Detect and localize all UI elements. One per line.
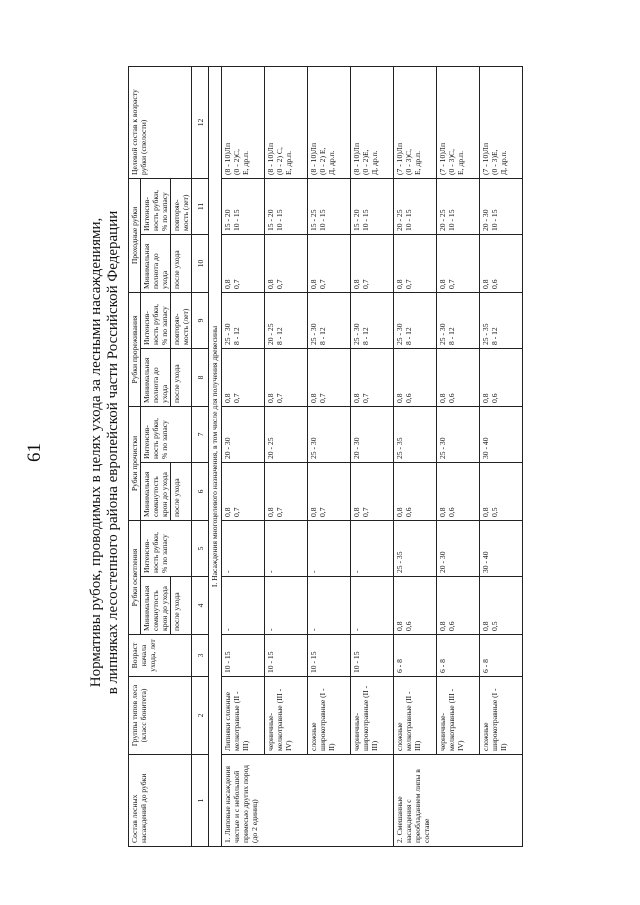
cell-prz-int: 25 - 30 8 - 12 bbox=[222, 292, 265, 348]
norms-table bbox=[128, 66, 523, 847]
cell-osv-smk: - bbox=[308, 577, 351, 635]
cell-pro-smk: 0,8 0,7 bbox=[265, 463, 308, 521]
col-num: 3 bbox=[192, 635, 209, 677]
header-prorezhivaniya: Рубки прореживания bbox=[129, 292, 141, 406]
cell-pro-smk: 0,8 0,7 bbox=[351, 463, 394, 521]
title-line-1: Нормативы рубок, проводимых в целях ухода за лесными насаждениями, bbox=[88, 217, 104, 688]
cell-pro-smk: 0,8 0,6 bbox=[437, 463, 480, 521]
cell-pro-smk: 0,8 0,7 bbox=[308, 463, 351, 521]
table-row bbox=[222, 66, 265, 846]
cell-pro-int: 20 - 30 bbox=[351, 406, 394, 462]
header-pro-intensity: Интенсив-ность рубки, % по запасу bbox=[141, 406, 192, 462]
cell-prh-int: 15 - 20 10 - 15 bbox=[222, 178, 265, 234]
cell-type: сложные широкотравные (I - II) bbox=[308, 677, 351, 755]
header-osv-min-smk: Минимальная сомкнутость крон до ухода bbox=[141, 577, 171, 635]
col-num: 12 bbox=[192, 66, 209, 178]
header-prz-intensity: Интенсив-ность рубки, % по запасу bbox=[141, 292, 171, 348]
col-num: 11 bbox=[192, 178, 209, 234]
cell-age: 6 - 8 bbox=[480, 635, 523, 677]
col-num: 9 bbox=[192, 292, 209, 348]
header-prh-intensity: Интенсив-ность рубки, % по запасу bbox=[141, 178, 171, 234]
header-pro-after: после ухода bbox=[171, 463, 192, 521]
cell-osv-smk: 0,8 0,6 bbox=[437, 577, 480, 635]
cell-prh-int: 20 - 25 10 - 15 bbox=[437, 178, 480, 234]
header-target: Целевой состав к возрасту рубки (спелости) bbox=[129, 66, 192, 178]
cell-pro-int: 25 - 30 bbox=[437, 406, 480, 462]
header-composition: Состав лесных насаждений до рубки bbox=[129, 755, 192, 847]
cell-osv-smk: 0,8 0,6 bbox=[394, 577, 437, 635]
cell-prz-int: 25 - 30 8 - 12 bbox=[437, 292, 480, 348]
header-prh-after: после ухода bbox=[171, 234, 192, 292]
col-num: 5 bbox=[192, 521, 209, 577]
cell-prh-pol: 0,8 0,7 bbox=[308, 234, 351, 292]
header-prz-min-poln: Минимальная полнота до ухода bbox=[141, 348, 171, 406]
col-num: 4 bbox=[192, 577, 209, 635]
col-num: 2 bbox=[192, 677, 209, 755]
cell-prz-pol: 0,8 0,7 bbox=[308, 348, 351, 406]
header-types: Группы типов леса (класс бонитета) bbox=[129, 677, 192, 755]
table-row bbox=[265, 66, 308, 846]
header-pro-min-smk: Минимальная сомкнутость крон до ухода bbox=[141, 463, 171, 521]
header-prz-repeat: повторяе-мость (лет) bbox=[171, 292, 192, 348]
cell-pro-int: 25 - 35 bbox=[394, 406, 437, 462]
cell-prh-int: 20 - 25 10 - 15 bbox=[394, 178, 437, 234]
cell-prz-int: 25 - 30 8 - 12 bbox=[308, 292, 351, 348]
cell-target: (8 - 10)Лп (0 - 2) С, Е, др.п. bbox=[265, 66, 308, 178]
cell-prh-pol: 0,8 0,7 bbox=[437, 234, 480, 292]
cell-prz-pol: 0,8 0,6 bbox=[480, 348, 523, 406]
cell-age: 10 - 15 bbox=[222, 635, 265, 677]
cell-osv-int: 20 - 30 bbox=[437, 521, 480, 577]
cell-target: (8 - 10)Лп (0 - 2)Е, Д, др.п. bbox=[351, 66, 394, 178]
col-num: 10 bbox=[192, 234, 209, 292]
cell-type: черничные-мелкотравные (III - IV) bbox=[265, 677, 308, 755]
table-wrapper bbox=[128, 67, 523, 847]
cell-type: Липняки сложные мелкотравные (II - III) bbox=[222, 677, 265, 755]
cell-age: 6 - 8 bbox=[437, 635, 480, 677]
cell-prz-pol: 0,8 0,7 bbox=[265, 348, 308, 406]
cell-pro-smk: 0,8 0,7 bbox=[222, 463, 265, 521]
cell-prh-pol: 0,8 0,7 bbox=[265, 234, 308, 292]
table-row bbox=[480, 66, 523, 846]
cell-age: 10 - 15 bbox=[351, 635, 394, 677]
cell-osv-smk: - bbox=[222, 577, 265, 635]
header-osv-after: после ухода bbox=[171, 577, 192, 635]
header-prh-repeat: повторяе-мость (лет) bbox=[171, 178, 192, 234]
cell-prz-pol: 0,8 0,7 bbox=[222, 348, 265, 406]
cell-target: (7 - 10)Лп (0 - 3)С, Е, др.п. bbox=[394, 66, 437, 178]
table-row bbox=[351, 66, 394, 846]
cell-prh-int: 15 - 20 10 - 15 bbox=[351, 178, 394, 234]
col-num: 7 bbox=[192, 406, 209, 462]
cell-osv-int: 30 - 40 bbox=[480, 521, 523, 577]
cell-pro-smk: 0,8 0,6 bbox=[394, 463, 437, 521]
table-row bbox=[437, 66, 480, 846]
cell-prz-pol: 0,8 0,7 bbox=[351, 348, 394, 406]
cell-type: сложные мелкотравные (II - III) bbox=[394, 677, 437, 755]
cell-prz-int: 20 - 25 8 - 12 bbox=[265, 292, 308, 348]
cell-target: (7 - 10)Лп (0 - 3)Е, Д, др.п. bbox=[480, 66, 523, 178]
col-num: 1 bbox=[192, 755, 209, 847]
cell-pro-int: 20 - 25 bbox=[265, 406, 308, 462]
cell-osv-smk: 0,8 0,5 bbox=[480, 577, 523, 635]
title-line-2: в липняках лесостепного района европейской части Российской Федерации bbox=[105, 210, 121, 695]
cell-osv-smk: - bbox=[351, 577, 394, 635]
cell-prz-int: 25 - 35 8 - 12 bbox=[480, 292, 523, 348]
cell-prh-int: 15 - 20 10 - 15 bbox=[265, 178, 308, 234]
cell-prh-int: 20 - 30 10 - 15 bbox=[480, 178, 523, 234]
header-prh-min-poln: Минимальная полнота до ухода bbox=[141, 234, 171, 292]
cell-osv-int: - bbox=[222, 521, 265, 577]
page-number: 61 bbox=[24, 443, 45, 462]
cell-age: 10 - 15 bbox=[265, 635, 308, 677]
section-row bbox=[209, 66, 222, 846]
cell-prh-pol: 0,8 0,7 bbox=[394, 234, 437, 292]
col-num: 8 bbox=[192, 348, 209, 406]
cell-age: 6 - 8 bbox=[394, 635, 437, 677]
cell-prz-pol: 0,8 0,6 bbox=[437, 348, 480, 406]
cell-osv-int: - bbox=[308, 521, 351, 577]
cell-type: черничные-широкотравные (II - III) bbox=[351, 677, 394, 755]
cell-target: (8 - 10)Лп (0 - 2)С, Е, др.п. bbox=[222, 66, 265, 178]
group-composition: 2. Смешанные насаждения с преобладанием липы в составе bbox=[394, 755, 523, 847]
cell-pro-int: 30 - 40 bbox=[480, 406, 523, 462]
header-prz-after: после ухода bbox=[171, 348, 192, 406]
section-title: I. Насаждения многоцелевого назначения, в том числе для получения древесины bbox=[209, 66, 222, 846]
header-prochistki: Рубки прочистки bbox=[129, 406, 141, 520]
cell-osv-int: - bbox=[351, 521, 394, 577]
cell-prz-int: 25 - 30 8 - 12 bbox=[351, 292, 394, 348]
cell-pro-smk: 0,8 0,5 bbox=[480, 463, 523, 521]
cell-osv-int: - bbox=[265, 521, 308, 577]
cell-pro-int: 20 - 30 bbox=[222, 406, 265, 462]
cell-prh-pol: 0,8 0,6 bbox=[480, 234, 523, 292]
cell-prh-pol: 0,8 0,7 bbox=[222, 234, 265, 292]
cell-type: черничные-мелкотравные (III - IV) bbox=[437, 677, 480, 755]
col-num: 6 bbox=[192, 463, 209, 521]
cell-osv-int: 25 - 35 bbox=[394, 521, 437, 577]
cell-target: (8 - 10)Лп (0 - 2) Е, Д, др.п. bbox=[308, 66, 351, 178]
table-row bbox=[308, 66, 351, 846]
column-number-row bbox=[192, 66, 209, 846]
cell-type: сложные широкотравные (I - II) bbox=[480, 677, 523, 755]
cell-target: (7 - 10)Лп (0 - 3)С, Е, др.п. bbox=[437, 66, 480, 178]
header-osvetleniya: Рубки осветления bbox=[129, 521, 141, 635]
cell-age: 10 - 15 bbox=[308, 635, 351, 677]
cell-prh-pol: 0,8 0,7 bbox=[351, 234, 394, 292]
cell-pro-int: 25 - 30 bbox=[308, 406, 351, 462]
header-prokhodnye: Проходные рубки bbox=[129, 178, 141, 292]
table-row bbox=[394, 66, 437, 846]
cell-osv-smk: - bbox=[265, 577, 308, 635]
header-age: Возраст начала ухода, лет bbox=[129, 635, 192, 677]
cell-prz-pol: 0,8 0,6 bbox=[394, 348, 437, 406]
cell-prh-int: 15 - 25 10 - 15 bbox=[308, 178, 351, 234]
page-title bbox=[88, 0, 122, 905]
cell-prz-int: 25 - 30 8 - 12 bbox=[394, 292, 437, 348]
header-osv-intensity: Интенсив-ность рубки, % по запасу bbox=[141, 521, 192, 577]
group-composition: 1. Липовые насаждения чистые и с небольшой примесью других пород (до 2 единиц) bbox=[222, 755, 394, 847]
